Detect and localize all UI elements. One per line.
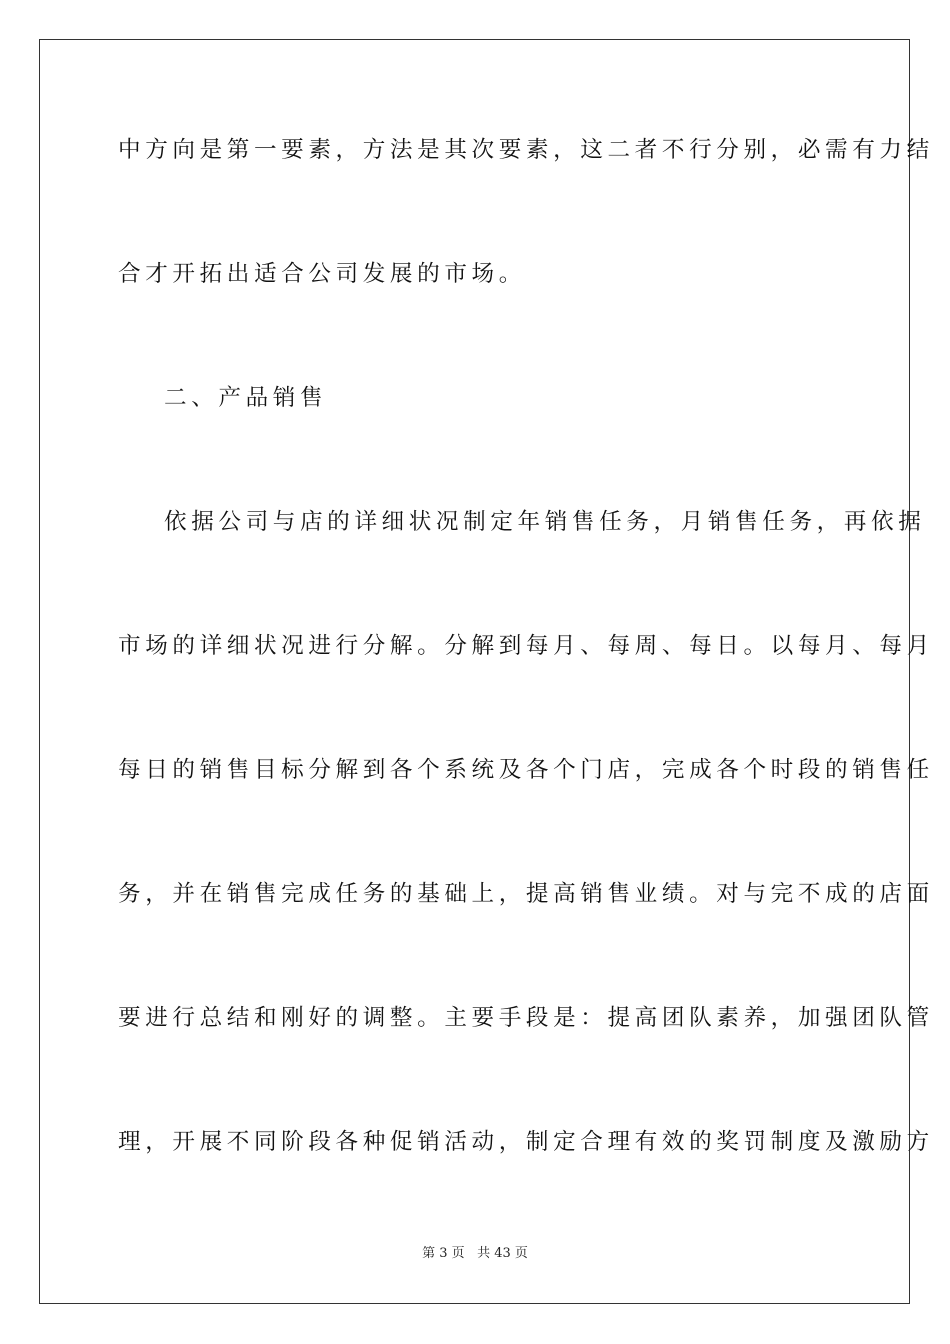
page-border	[39, 39, 934, 1304]
section-heading: 二、产品销售	[164, 385, 328, 411]
body-line-7: 要进行总结和刚好的调整。主要手段是：提高团队素养，加强团队管	[118, 1005, 934, 1031]
body-line-6: 务，并在销售完成任务的基础上，提高销售业绩。对与完不成的店面	[118, 881, 934, 907]
body-line-2: 合才开拓出适合公司发展的市场。	[118, 261, 526, 287]
body-line-3: 依据公司与店的详细状况制定年销售任务，月销售任务，再依据	[164, 509, 926, 535]
page-number: 第 3 页	[422, 1246, 465, 1261]
body-line-1: 中方向是第一要素，方法是其次要素，这二者不行分别，必需有力结	[118, 137, 934, 163]
page-footer	[0, 1246, 950, 1262]
body-line-4: 市场的详细状况进行分解。分解到每月、每周、每日。以每月、每月	[118, 633, 934, 659]
body-line-5: 每日的销售目标分解到各个系统及各个门店，完成各个时段的销售任	[118, 757, 934, 783]
page-total: 共 43 页	[477, 1246, 528, 1261]
body-line-8: 理，开展不同阶段各种促销活动，制定合理有效的奖罚制度及激励方	[118, 1129, 934, 1155]
